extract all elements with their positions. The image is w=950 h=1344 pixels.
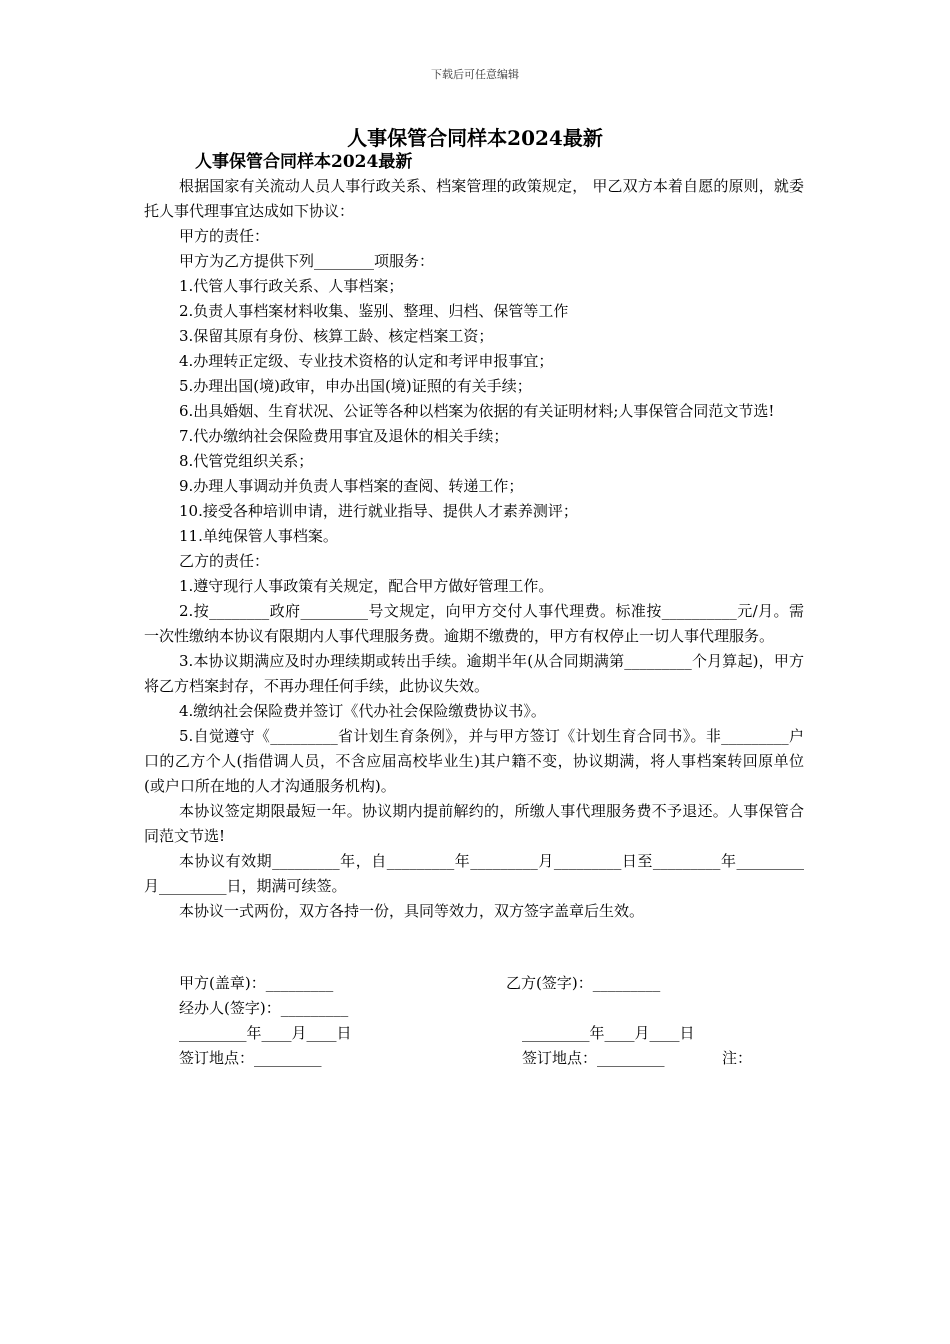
- paragraph: 6.出具婚姻、生育状况、公证等各种以档案为依据的有关证明材料;人事保管合同范文节选!: [179, 402, 775, 420]
- paragraph: 11.单纯保管人事档案。: [179, 527, 338, 545]
- party-b-date: _________年____月____日: [522, 1024, 695, 1042]
- party-a-date: _________年____月____日: [179, 1024, 352, 1042]
- note-label: 注：: [722, 1049, 753, 1067]
- paragraph: 1.遵守现行人事政策有关规定，配合甲方做好管理工作。: [179, 577, 554, 595]
- paragraph: 7.代办缴纳社会保险费用事宜及退休的相关手续；: [179, 427, 509, 445]
- document-title: 人事保管合同样本2024最新: [347, 126, 603, 150]
- paragraph: 3.本协议期满应及时办理续期或转出手续。逾期半年(从合同期满第_________个月算起)，甲方将乙方档案封存，不再办理任何手续，此协议失效。: [144, 652, 804, 695]
- party-a-seal: 甲方(盖章)：_________: [179, 974, 334, 992]
- handler-signature: 经办人(签字)：_________: [179, 999, 349, 1017]
- paragraph: 8.代管党组织关系；: [179, 452, 314, 470]
- party-a-place: 签订地点：_________: [179, 1049, 322, 1067]
- paragraph: 根据国家有关流动人员人事行政关系、档案管理的政策规定， 甲乙双方本着自愿的原则，就委托人事代理事宜达成如下协议：: [144, 177, 804, 220]
- paragraph: 9.办理人事调动并负责人事档案的查阅、转递工作；: [179, 477, 524, 495]
- paragraph: 本协议有效期_________年，自_________年_________月_________日至_________年_________月_________日，期满可续签。: [144, 852, 804, 895]
- party-b-place: 签订地点：_________: [522, 1049, 665, 1067]
- paragraph: 甲方为乙方提供下列________项服务：: [179, 252, 435, 270]
- paragraph: 4.办理转正定级、专业技术资格的认定和考评申报事宜；: [179, 352, 554, 370]
- document-subtitle: 人事保管合同样本2024最新: [195, 152, 413, 172]
- paragraph: 4.缴纳社会保险费并签订《代办社会保险缴费协议书》。: [179, 702, 546, 720]
- paragraph: 乙方的责任：: [179, 552, 270, 570]
- paragraph: 1.代管人事行政关系、人事档案；: [179, 277, 404, 295]
- paragraph: 2.按________政府_________号文规定，向甲方交付人事代理费。标准按__________元/月。需一次性缴纳本协议有限期内人事代理服务费。逾期不缴费的，甲方有权停止一切人事代理服务。: [144, 602, 804, 645]
- paragraph: 2.负责人事档案材料收集、鉴别、整理、归档、保管等工作: [179, 302, 569, 320]
- contract-body: [144, 174, 804, 924]
- party-b-signature: 乙方(签字)：_________: [506, 974, 661, 992]
- paragraph: 5.办理出国(境)政审，申办出国(境)证照的有关手续；: [179, 377, 532, 395]
- paragraph: 10.接受各种培训申请，进行就业指导、提供人才素养测评；: [179, 502, 578, 520]
- paragraph: 3.保留其原有身份、核算工龄、核定档案工资；: [179, 327, 494, 345]
- paragraph: 本协议一式两份，双方各持一份，具同等效力，双方签字盖章后生效。: [179, 902, 645, 920]
- paragraph: 本协议签定期限最短一年。协议期内提前解约的，所缴人事代理服务费不予退还。人事保管合同范文节选!: [144, 802, 804, 845]
- paragraph: 5.自觉遵守《_________省计划生育条例》，并与甲方签订《计划生育合同书》。非_________户口的乙方个人(指借调人员，不含应届高校毕业生)其户籍不变，协议期满，将人事档案转回原单位(或户口所在地的人才沟通服务机构)。: [144, 727, 804, 795]
- header-note: 下载后可任意编辑: [431, 68, 519, 81]
- paragraph: 甲方的责任：: [179, 227, 270, 245]
